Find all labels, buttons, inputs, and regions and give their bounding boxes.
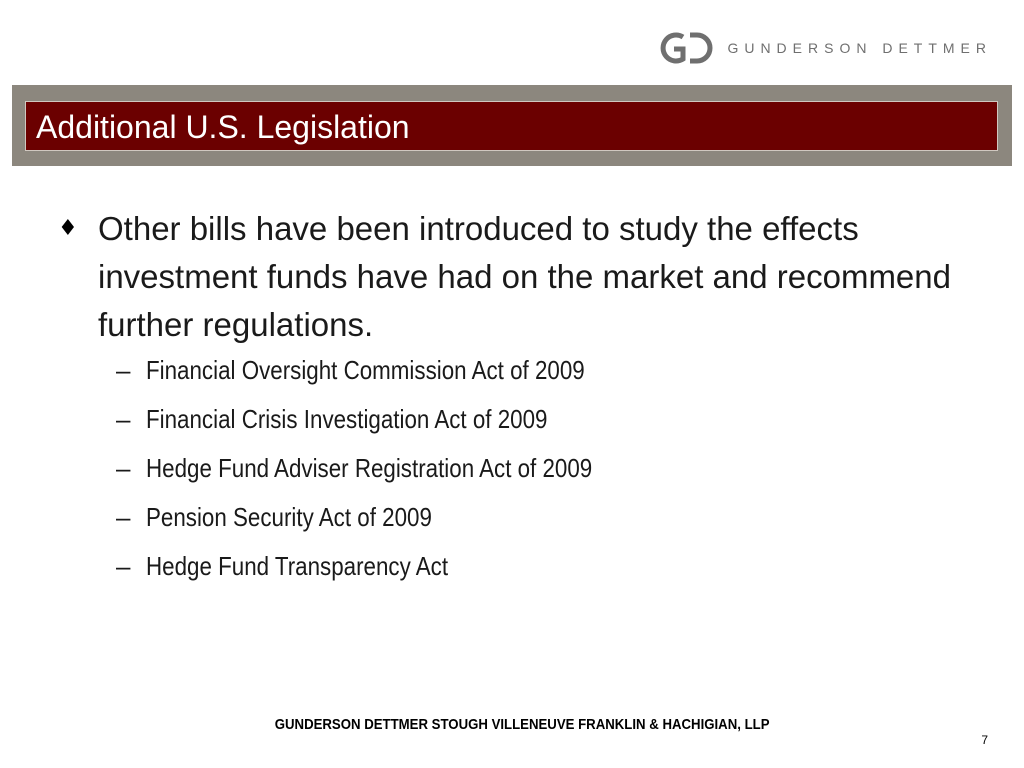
slide-title: Additional U.S. Legislation: [36, 109, 410, 145]
sub-bullet-item: [116, 551, 978, 600]
diamond-bullet-icon: ♦: [58, 216, 78, 241]
dash-bullet-icon: –: [116, 453, 131, 483]
sub-bullet-item: [116, 355, 978, 404]
sub-bullet-text: Hedge Fund Adviser Registration Act of 2009: [146, 453, 593, 483]
title-bar: [25, 101, 998, 151]
sub-bullet-item: [116, 502, 978, 551]
sub-bullet-item: [116, 404, 978, 453]
sub-bullet-item: [116, 453, 978, 502]
gd-logo-mark-icon: [657, 28, 717, 68]
sub-bullet-text: Hedge Fund Transparency Act: [146, 551, 449, 581]
logo-wordmark: GUNDERSON DETTMER: [727, 40, 992, 56]
main-bullet: [58, 205, 978, 349]
dash-bullet-icon: –: [116, 551, 131, 581]
footer-firm-name: [0, 716, 1024, 733]
dash-bullet-icon: –: [116, 404, 131, 434]
footer-firm-name-text: GUNDERSON DETTMER STOUGH VILLENEUVE FRANKLIN & HACHIGIAN, LLP: [274, 716, 770, 733]
main-bullet-text: Other bills have been introduced to study the effects investment funds have had on the market and recommend further regulations.: [98, 210, 951, 343]
page-number: 7: [981, 733, 988, 747]
sub-bullet-text: Financial Oversight Commission Act of 2009: [146, 355, 585, 385]
sub-bullet-list: [116, 355, 978, 600]
dash-bullet-icon: –: [116, 355, 131, 385]
dash-bullet-icon: –: [116, 502, 131, 532]
sub-bullet-text: Pension Security Act of 2009: [146, 502, 432, 532]
firm-logo: [657, 28, 992, 68]
slide-content: [58, 205, 978, 600]
sub-bullet-text: Financial Crisis Investigation Act of 2009: [146, 404, 548, 434]
